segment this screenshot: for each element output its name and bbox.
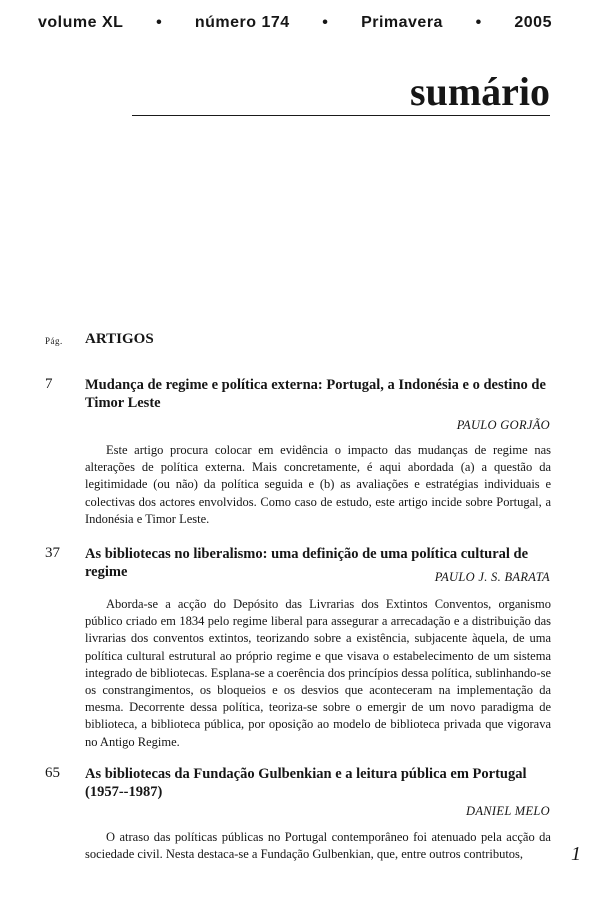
article-page-number: 7 <box>45 376 53 392</box>
page-title: sumário <box>410 69 550 114</box>
article-abstract: O atraso das políticas públicas no Portugal contemporâneo foi atenuado pela acção da sociedade civil. Nesta destaca-se a Fundação Gulbenkian, que, entre outros contributos, <box>85 830 551 862</box>
separator-dot: • <box>322 14 329 31</box>
separator-dot: • <box>156 14 163 31</box>
separator-dot: • <box>475 14 482 31</box>
year-label: 2005 <box>514 14 552 31</box>
article-author: PAULO J. S. BARATA <box>434 570 550 584</box>
season-label: Primavera <box>361 14 443 31</box>
volume-label: volume XL <box>38 14 124 31</box>
article-page-number: 37 <box>45 545 60 561</box>
article-author: DANIEL MELO <box>466 804 550 818</box>
article-author: PAULO GORJÃO <box>456 418 550 432</box>
article-page-number: 65 <box>45 765 60 781</box>
issue-number: número 174 <box>194 14 290 31</box>
article-abstract: Este artigo procura colocar em evidência o impacto das mudanças de regime nas alterações de política externa. Mais concretamente, é aqui abordada (a) a questão da legitimidade (ou não) da política seguida e (b) as avaliações e estratégias individuais e colectivas dos actores envolvidos. Como caso de estudo, este artigo incide sobre Portugal, a Indonésia e Timor Leste. <box>85 443 551 526</box>
title-rule <box>132 115 550 116</box>
section-heading: ARTIGOS <box>85 331 154 347</box>
journal-masthead <box>38 14 552 32</box>
article-title[interactable]: As bibliotecas da Fundação Gulbenkian e a leitura pública em Portugal (1957--1987) <box>85 766 527 800</box>
page-folio: 1 <box>571 843 581 865</box>
article-title[interactable]: As bibliotecas no liberalismo: uma definição de uma política cultural de regime <box>85 546 529 580</box>
page-column-label: Pág. <box>45 336 63 346</box>
article-abstract: Aborda-se a acção do Depósito das Livrarias dos Extintos Conventos, organismo público criado em 1834 pelo regime liberal para assegurar a arrecadação e a distribuição das livrarias dos conventos extintos, teorizando sobre a existência, subjacente àquela, de uma política cultural estrutural ao próprio regime e que visava o estabelecimento de um sistema integrado de bibliotecas. Esplana-se a coerência dos princípios dessa política, sublinhando-se os constrangimentos, os bloqueios e os desvios que aconteceram na implementação da mesma. Decorrente dessa política, teoriza-se sobre o emergir de um novo paradigma de biblioteca, a biblioteca pública, por oposição ao modelo de biblioteca privada que vigorava no Antigo Regime. <box>85 597 551 749</box>
article-title[interactable]: Mudança de regime e política externa: Portugal, a Indonésia e o destino de Timor Leste <box>85 377 546 411</box>
